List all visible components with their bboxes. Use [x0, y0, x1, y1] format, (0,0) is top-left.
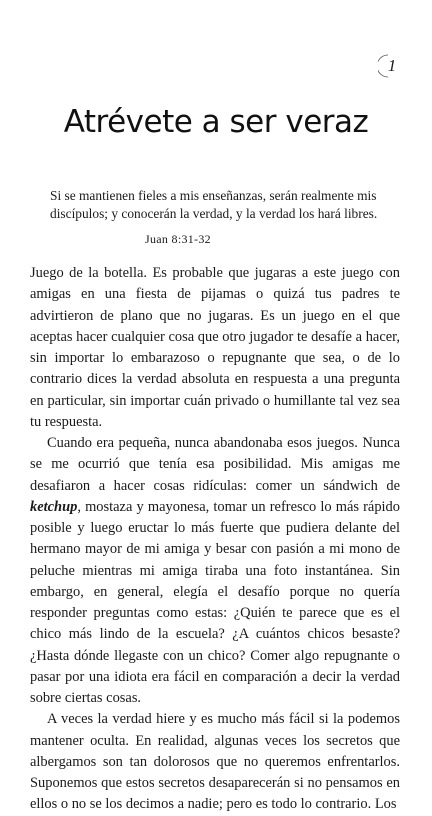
- epigraph-reference: [100, 232, 256, 247]
- paragraph-2-part-a: Cuando era pequeña, nunca abandonaba esos juegos. Nunca se me ocurrió que tenía esa posibilidad. Mis amigas me desafiaron a hacer cosas ridículas: comer un sándwich de: [30, 435, 400, 494]
- chapter-title: Atrévete a ser veraz: [63, 104, 369, 140]
- paragraph-1: Juego de la botella. Es probable que jugaras a este juego con amigas en una fiesta de pijamas o quizá tus padres te advirtieron de plano que no jugaras. Es un juego en el que aceptas hacer cualquier cosa que otro jugador te desafíe a hacer, sin importar lo embarazoso o repugnante que sea, o de lo contrario dices la verdad absoluta en respuesta a una pregunta en particular, sin importar cuán privado o humillante tal vez sea tu respuesta.: [30, 265, 400, 430]
- epigraph-reference-text: Juan 8:31-32: [145, 232, 211, 246]
- chapter-number: [378, 52, 406, 80]
- chapter-number-ornament-icon: [378, 52, 406, 80]
- paragraph-3: A veces la verdad hiere y es mucho más fácil si la podemos mantener oculta. En realidad, algunas veces los secretos que albergamos son tan dolorosos que no queremos enfrentarlos. Suponemos que estos secretos desaparecerán si no pensamos en ellos o no se los decimos a nadie; pero es todo lo contrario. Los: [30, 711, 400, 813]
- body-text: [30, 263, 400, 816]
- epigraph-quote: Si se mantienen fieles a mis enseñanzas, serán realmente mis discípulos; y conocerán la verdad, y la verdad los hará libres.: [50, 188, 378, 221]
- chapter-number-text: 1: [387, 56, 397, 75]
- emphasis-ketchup: ketchup: [30, 498, 78, 515]
- paragraph-2: [30, 433, 400, 709]
- paragraph-2-part-b: , mostaza y mayonesa, tomar un refresco lo más rápido posible y luego eructar lo más fuerte que pudiera delante del hermano mayor de mi amiga y besar con pasión a mi mono de peluche mientras mi amiga tiraba una foto instantánea. Sin embargo, en general, elegía el desafío porque no quería responder preguntas como estas: ¿Quién te parece que es el chico más lindo de la escuela? ¿A cuántos chicos besaste? ¿Hasta dónde llegaste con un chico? Comer algo repugnante o pasar por una idiota era fácil en comparación a decir la verdad sobre ciertas cosas.: [30, 498, 400, 706]
